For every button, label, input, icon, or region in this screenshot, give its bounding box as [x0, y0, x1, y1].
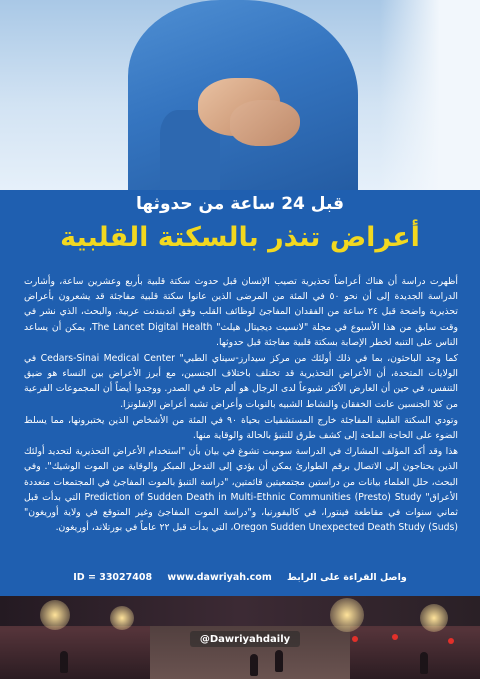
street-buildings [0, 596, 480, 626]
paragraph-2: كما وجد الباحثون، بما في ذلك أولئك من مركز سيدارز-سيناي الطبي" Cedars-Sinai Medical Center في الولايات المتحدة، أن الأعراض التحذيرية قد تختلف باختلاف الجنسين، مع أبرز الأعراض بين النساء هو ضيق التنفس، في حين أن العارض الأكثر شيوعاً لدى الرجال هو ألم حاد في الصدر. ووجدوا أيضاً أن المجموعات الفرعية من كلا الجنسين عانت الخفقان والنشاط الشبيه بالنوبات وأعراض تشبه أعراض الإنفلونزا. [24, 353, 458, 410]
pedestrian [250, 654, 258, 676]
street-light [110, 606, 134, 630]
article-title: أعراض تنذر بالسكتة القلبية [60, 222, 420, 253]
traffic-light [392, 634, 398, 640]
street-light [330, 598, 364, 632]
site-link[interactable]: www.dawriyah.com [167, 572, 272, 583]
photo-background-fade [380, 0, 480, 190]
article [0, 190, 480, 580]
pedestrian [420, 652, 428, 674]
article-subtitle: قبل 24 ساعة من حدوثها [135, 194, 345, 214]
read-more-label: واصل القراءة على الرابط [287, 572, 407, 583]
read-more-line [0, 572, 480, 583]
social-handle: @Dawriyahdaily [199, 633, 291, 645]
article-body [24, 274, 458, 536]
article-id: ID = 33027408 [73, 572, 153, 583]
traffic-light [448, 638, 454, 644]
paragraph-4: هذا وقد أكد المؤلف المشارك في الدراسة سوميت تشوغ في بيان بأن "استخدام الأعراض التحذيرية لتحديد أولئك الذين يحتاجون إلى الاتصال برقم الطوارئ يمكن أن يؤدي إلى التدخل المبكر والوقاية من الموت الوشيك". وفي البحث، حلل العلماء بيانات من دراستين مجتمعيتين قائمتين، "دراسة التنبؤ بالموت المفاجئ في المجتمعات متعددة الأعراق" Prediction of Sudden Death in Multi-Ethnic Communities (Presto) Study التي بدأت قبل ثماني سنوات في مقاطعة فينتورا، في كاليفورنيا، و"دراسة الموت المفاجئ وغير المتوقع في ولاية أوريغون" Oregon Sudden Unexpected Death Study (Suds)، التي بدأت قبل ٢٢ عاماً في بورتلاند، أوريغون. [24, 446, 458, 534]
street-light [420, 604, 448, 632]
street-light [40, 600, 70, 630]
pedestrian [275, 650, 283, 672]
paragraph-3: وتودي السكتة القلبية المفاجئة خارج المستشفيات بحياة ٩٠ في المئة من الأشخاص الذين يختبرونها، مما يسلط الضوء على الحاجة الملحة إلى كشف طرق للتنبؤ بالحالة والوقاية منها. [24, 414, 458, 442]
paragraph-1: أظهرت دراسة أن هناك أعراضاً تحذيرية تصيب الإنسان قبل حدوث سكتة قلبية بأربع وعشرين ساعة، وأشارت الدراسة الجديدة إلى أن نحو ٥٠ في المئة من المرضى الذين عانوا سكتة قلبية مفاجئة قد يشعرون بأعراض تحذيرية واضحة قبل ٢٤ ساعة من الفقدان المفاجئ لوظائف القلب وفق اندبندنت عربية. والبحث، الذي نشر في وقت سابق من هذا الأسبوع في مجلة "لانسيت ديجيتال هيلث" The Lancet Digital Health، يمكن أن يساعد الناس على التنبه لخطر الإصابة بسكتة قلبية مفاجئة قبل حدوثها. [24, 276, 458, 348]
header-photo-chest-pain [0, 0, 480, 190]
social-handle-badge [190, 631, 300, 647]
pedestrian [60, 651, 68, 673]
hand-on-chest-2 [230, 100, 300, 146]
traffic-light [352, 636, 358, 642]
